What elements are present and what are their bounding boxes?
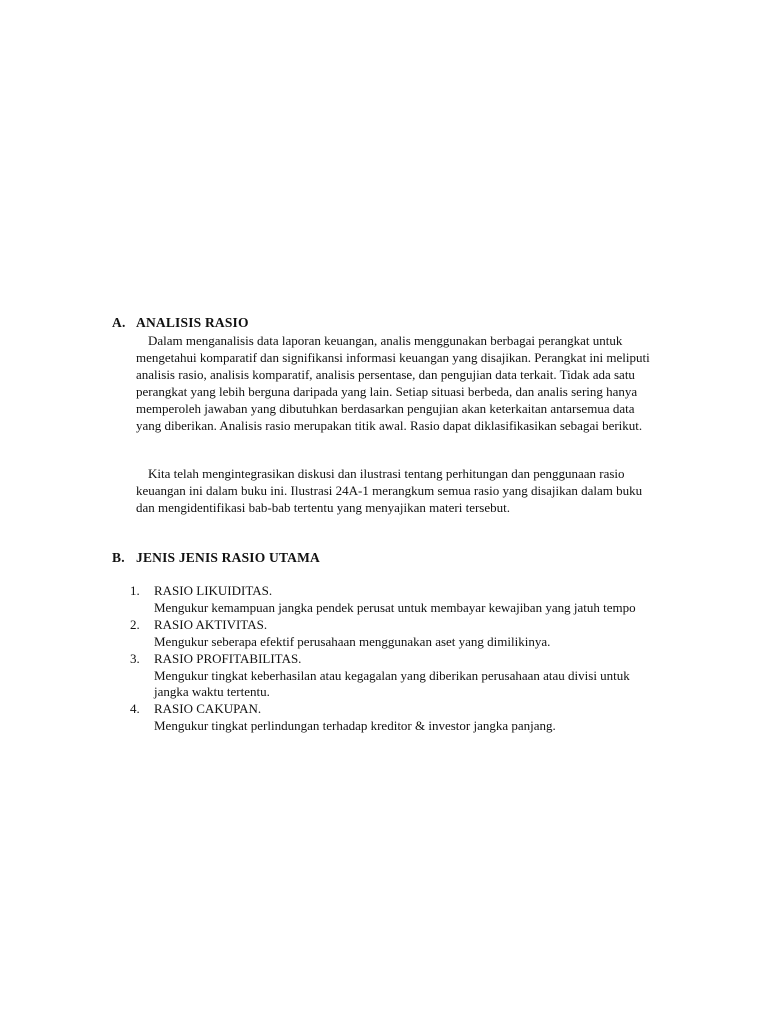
list-item-number: 2. [130, 616, 140, 632]
section-a-paragraph-2: Kita telah mengintegrasikan diskusi dan ilustrasi tentang perhitungan dan penggunaan rasio keuangan ini dalam buku ini. Ilustrasi 24A-1 merangkum semua rasio yang disajikan dalam buku dan mengidentifikasi bab-bab tertentu yang menyajikan materi tersebut. [136, 466, 643, 515]
list-item [130, 651, 650, 702]
list-item-description: Mengukur tingkat perlindungan terhadap kreditor & investor jangka panjang. [154, 718, 556, 734]
list-item [130, 617, 650, 651]
list-item-description: Mengukur seberapa efektif perusahaan menggunakan aset yang dimilikinya. [154, 633, 551, 649]
section-a-paragraph-1: Dalam menganalisis data laporan keuangan, analis menggunakan berbagai perangkat untuk mengetahui komparatif dan signifikansi informasi keuangan yang disajikan. Perangkat ini meliputi analisis rasio, analisis komparatif, analisis persentase, dan pengujian data terkait. Tidak ada satu perangkat yang lebih berguna daripada yang lain. Setiap situasi berbeda, dan analis sering hanya memperoleh jawaban yang dibutuhkan berdasarkan pengujian akan keterkaitan antarsemua data yang diberikan. Analisis rasio merupakan titik awal. Rasio dapat diklasifikasikan sebagai berikut. [136, 333, 650, 433]
list-item-number: 3. [130, 650, 140, 666]
list-item-description: Mengukur tingkat keberhasilan atau kegagalan yang diberikan perusahaan atau divisi untuk jangka waktu tertentu. [154, 667, 630, 700]
list-item [130, 701, 650, 735]
section-b-title: JENIS JENIS RASIO UTAMA [136, 550, 321, 565]
list-item-title: RASIO PROFITABILITAS. [154, 650, 302, 666]
section-b-letter: B. [112, 550, 125, 565]
section-a-letter: A. [112, 315, 126, 330]
list-item [130, 583, 650, 617]
list-item-description: Mengukur kemampuan jangka pendek perusat untuk membayar kewajiban yang jatuh tempo [154, 599, 636, 615]
list-item-number: 4. [130, 701, 140, 717]
list-item-title: RASIO CAKUPAN. [154, 701, 262, 717]
section-b-heading [112, 550, 320, 566]
list-item-title: RASIO AKTIVITAS. [154, 616, 268, 632]
section-a-title: ANALISIS RASIO [136, 315, 249, 330]
ratio-list [130, 583, 650, 735]
list-item-title: RASIO LIKUIDITAS. [154, 583, 273, 598]
list-item-number: 1. [130, 583, 140, 598]
section-a-heading [112, 315, 249, 331]
